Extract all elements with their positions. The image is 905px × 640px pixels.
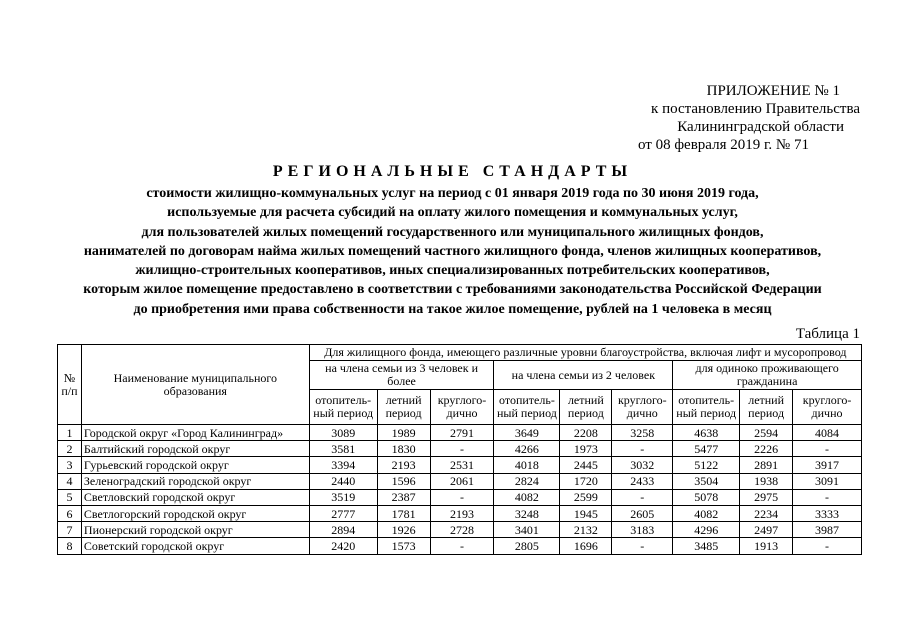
municipality-name: Советский городской округ xyxy=(81,538,309,554)
cost-value: 5078 xyxy=(673,489,740,505)
cost-value: 3581 xyxy=(309,441,377,457)
table-row xyxy=(58,505,862,521)
cost-value: 2061 xyxy=(430,473,494,489)
table-body xyxy=(58,425,862,555)
cost-value: 4018 xyxy=(494,457,560,473)
header-period-yearround: круглого-дично xyxy=(612,390,673,425)
row-number: 2 xyxy=(58,441,82,457)
cost-value: 3248 xyxy=(494,505,560,521)
cost-value: 4296 xyxy=(673,522,740,538)
cost-value: 4082 xyxy=(673,505,740,521)
municipality-name: Гурьевский городской округ xyxy=(81,457,309,473)
subtitle-line: до приобретения ими права собственности на такое жилое помещение, рублей на 1 человека в месяц xyxy=(133,301,772,317)
cost-value: 5122 xyxy=(673,457,740,473)
cost-value: 1696 xyxy=(560,538,612,554)
cost-value: 1989 xyxy=(377,425,430,441)
cost-value: 2605 xyxy=(612,505,673,521)
cost-value: 3032 xyxy=(612,457,673,473)
cost-value: 2208 xyxy=(560,425,612,441)
header-name: Наименование муниципального образования xyxy=(81,345,309,425)
cost-value: 2445 xyxy=(560,457,612,473)
header-period-summer: летний период xyxy=(560,390,612,425)
header-period-heating: отопитель-ный период xyxy=(309,390,377,425)
cost-value: 3401 xyxy=(494,522,560,538)
appendix-date: от 08 февраля 2019 г. № 71 xyxy=(637,137,809,153)
cost-value: - xyxy=(612,538,673,554)
table-row xyxy=(58,522,862,538)
cost-value: 1781 xyxy=(377,505,430,521)
cost-value: 2805 xyxy=(494,538,560,554)
header-subgroup-3plus: на члена семьи из 3 человек и более xyxy=(309,361,494,390)
row-number: 5 xyxy=(58,489,82,505)
cost-value: 2440 xyxy=(309,473,377,489)
cost-value: 1573 xyxy=(377,538,430,554)
municipality-name: Балтийский городской округ xyxy=(81,441,309,457)
cost-value: 3089 xyxy=(309,425,377,441)
cost-value: - xyxy=(793,441,862,457)
table-row xyxy=(58,425,862,441)
cost-value: 1830 xyxy=(377,441,430,457)
header-period-yearround: круглого-дично xyxy=(430,390,494,425)
cost-value: 1938 xyxy=(740,473,793,489)
subtitle-line: жилищно-строительных кооперативов, иных специализированных потребительских кооперативов, xyxy=(135,263,770,279)
cost-value: - xyxy=(430,489,494,505)
subtitle-line: стоимости жилищно-коммунальных услуг на период с 01 января 2019 года по 30 июня 2019 года, xyxy=(146,186,759,201)
appendix-region: Калининградской области xyxy=(677,119,844,135)
municipality-name: Светловский городской округ xyxy=(81,489,309,505)
header-period-summer: летний период xyxy=(377,390,430,425)
cost-value: 2791 xyxy=(430,425,494,441)
cost-value: 2594 xyxy=(740,425,793,441)
municipality-name: Городской округ «Город Калининград» xyxy=(81,425,309,441)
cost-value: 2420 xyxy=(309,538,377,554)
cost-value: - xyxy=(793,489,862,505)
subtitle-line: которым жилое помещение предоставлено в соответствии с требованиями законодательства Российской Федерации xyxy=(83,282,822,298)
subtitle-line: используемые для расчета субсидий на оплату жилого помещения и коммунальных услуг, xyxy=(167,205,738,221)
municipality-name: Зеленоградский городской округ xyxy=(81,473,309,489)
cost-value: 5477 xyxy=(673,441,740,457)
table-row xyxy=(58,473,862,489)
cost-value: 3917 xyxy=(793,457,862,473)
cost-value: 3987 xyxy=(793,522,862,538)
cost-value: 3504 xyxy=(673,473,740,489)
cost-value: 2234 xyxy=(740,505,793,521)
row-number: 3 xyxy=(58,457,82,473)
cost-value: 4082 xyxy=(494,489,560,505)
cost-value: 1596 xyxy=(377,473,430,489)
row-number: 6 xyxy=(58,505,82,521)
header-group: Для жилищного фонда, имеющего различные уровни благоустройства, включая лифт и мусоропровод xyxy=(309,345,861,361)
subtitle-line: для пользователей жилых помещений государственного или муниципального жилищных фондов, xyxy=(141,224,764,240)
cost-value: 2433 xyxy=(612,473,673,489)
cost-value: 2975 xyxy=(740,489,793,505)
municipality-name: Пионерский городской округ xyxy=(81,522,309,538)
subtitle-line: нанимателей по договорам найма жилых помещений частного жилищного фонда, членов жилищных кооперативов, xyxy=(83,243,822,259)
row-number: 4 xyxy=(58,473,82,489)
cost-value: 3333 xyxy=(793,505,862,521)
cost-value: 3091 xyxy=(793,473,862,489)
cost-value: - xyxy=(612,441,673,457)
cost-value: 1945 xyxy=(560,505,612,521)
cost-value: 2531 xyxy=(430,457,494,473)
table-row xyxy=(58,538,862,554)
cost-value: 2894 xyxy=(309,522,377,538)
table-row xyxy=(58,441,862,457)
row-number: 1 xyxy=(58,425,82,441)
header-period-summer: летний период xyxy=(740,390,793,425)
header-period-heating: отопитель-ный период xyxy=(494,390,560,425)
cost-value: 2497 xyxy=(740,522,793,538)
cost-value: 2226 xyxy=(740,441,793,457)
cost-value: 3649 xyxy=(494,425,560,441)
header-period-heating: отопитель-ный период xyxy=(673,390,740,425)
table-row xyxy=(58,489,862,505)
municipality-name: Светлогорский городской округ xyxy=(81,505,309,521)
cost-value: 2132 xyxy=(560,522,612,538)
cost-value: 3519 xyxy=(309,489,377,505)
table-row xyxy=(58,457,862,473)
header-subgroup-single: для одиноко проживающего гражданина xyxy=(673,361,862,390)
appendix-resolution: к постановлению Правительства xyxy=(651,101,860,117)
header-period-yearround: круглого-дично xyxy=(793,390,862,425)
cost-value: 1913 xyxy=(740,538,793,554)
cost-value: 4266 xyxy=(494,441,560,457)
cost-value: - xyxy=(430,538,494,554)
cost-value: 2599 xyxy=(560,489,612,505)
cost-value: 2387 xyxy=(377,489,430,505)
cost-value: 1720 xyxy=(560,473,612,489)
cost-value: 4638 xyxy=(673,425,740,441)
cost-value: 2728 xyxy=(430,522,494,538)
cost-value: 1973 xyxy=(560,441,612,457)
cost-value: - xyxy=(612,489,673,505)
appendix-block xyxy=(590,82,860,154)
cost-value: 1926 xyxy=(377,522,430,538)
cost-value: 2824 xyxy=(494,473,560,489)
cost-value: 3258 xyxy=(612,425,673,441)
document-subtitle xyxy=(40,184,865,319)
header-subgroup-2: на члена семьи из 2 человек xyxy=(494,361,673,390)
cost-value: - xyxy=(430,441,494,457)
cost-value: 3183 xyxy=(612,522,673,538)
header-number: № п/п xyxy=(58,345,82,425)
appendix-title: ПРИЛОЖЕНИЕ № 1 xyxy=(706,83,840,99)
cost-value: 3394 xyxy=(309,457,377,473)
cost-value: 3485 xyxy=(673,538,740,554)
row-number: 8 xyxy=(58,538,82,554)
cost-value: 2891 xyxy=(740,457,793,473)
row-number: 7 xyxy=(58,522,82,538)
cost-value: 2193 xyxy=(377,457,430,473)
cost-value: 2193 xyxy=(430,505,494,521)
document-title: РЕГИОНАЛЬНЫЕ СТАНДАРТЫ xyxy=(272,163,633,180)
cost-value: 4084 xyxy=(793,425,862,441)
cost-value: - xyxy=(793,538,862,554)
standards-table xyxy=(57,344,862,555)
cost-value: 2777 xyxy=(309,505,377,521)
table-caption: Таблица 1 xyxy=(795,326,860,342)
